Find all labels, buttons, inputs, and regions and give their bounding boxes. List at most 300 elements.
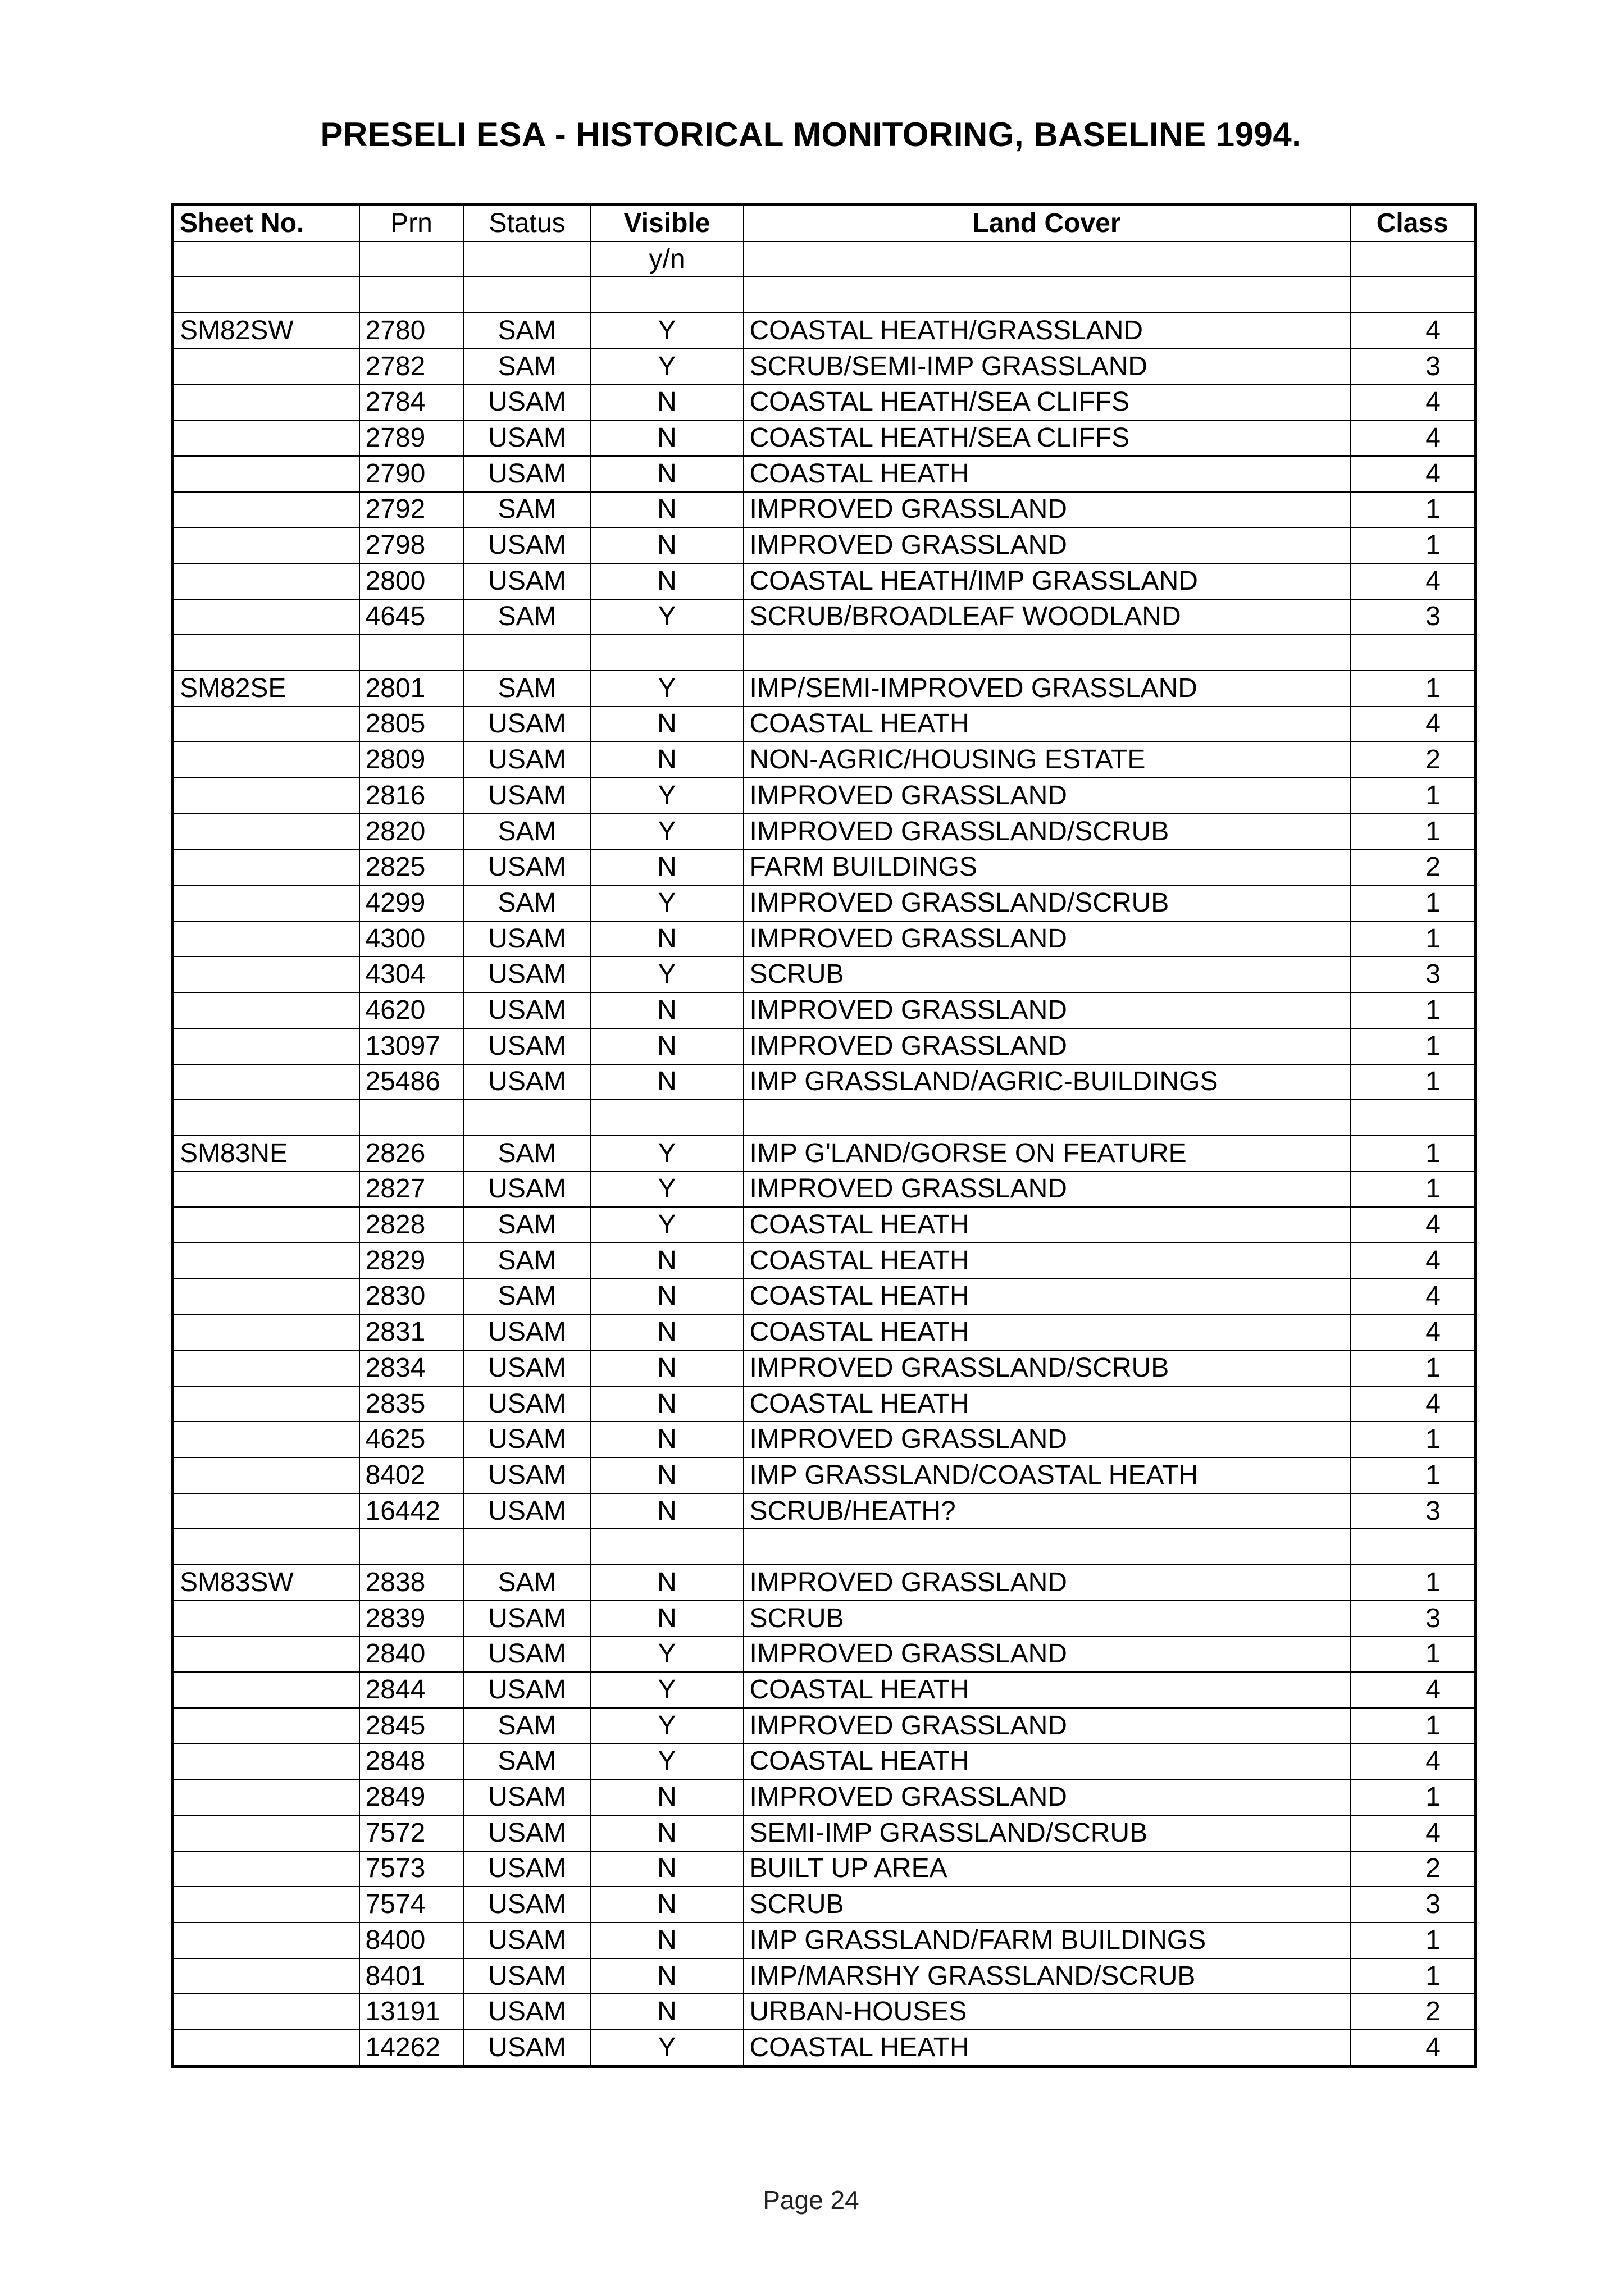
empty-cell [1350,277,1476,313]
land-cover-cell: SCRUB [744,1887,1350,1923]
visible-cell: N [591,992,744,1028]
prn-cell: 2839 [359,1601,464,1637]
empty-cell [173,1529,359,1565]
empty-cell [744,635,1350,671]
table-row [173,1350,1476,1386]
land-cover-cell: COASTAL HEATH [744,1207,1350,1243]
prn-cell: 4620 [359,992,464,1028]
status-cell: USAM [464,1958,591,1994]
sheet-no-cell [173,1457,359,1493]
sheet-no-cell [173,349,359,385]
prn-cell: 2801 [359,671,464,707]
table-body [173,277,1476,2066]
status-cell: SAM [464,313,591,349]
status-cell: USAM [464,1350,591,1386]
empty-cell [173,1100,359,1136]
status-cell: USAM [464,1851,591,1887]
empty-cell [744,277,1350,313]
prn-cell: 2780 [359,313,464,349]
table-row [173,1958,1476,1994]
land-cover-cell: IMPROVED GRASSLAND/SCRUB [744,1350,1350,1386]
sheet-no-cell [173,1386,359,1422]
class-cell: 1 [1350,1779,1476,1815]
visible-cell: N [591,1064,744,1100]
sheet-no-cell [173,1851,359,1887]
land-cover-cell: IMPROVED GRASSLAND [744,1637,1350,1673]
prn-cell: 2784 [359,384,464,420]
table-row [173,707,1476,742]
table-row [173,742,1476,778]
visible-cell: Y [591,956,744,992]
land-cover-cell: IMPROVED GRASSLAND [744,1172,1350,1208]
visible-cell: Y [591,885,744,921]
class-cell: 1 [1350,1958,1476,1994]
spacer-row [173,277,1476,313]
land-cover-cell: SEMI-IMP GRASSLAND/SCRUB [744,1815,1350,1851]
sheet-no-cell [173,1422,359,1457]
empty-cell [591,1100,744,1136]
land-cover-cell: COASTAL HEATH [744,1386,1350,1422]
land-cover-cell: IMP GRASSLAND/FARM BUILDINGS [744,1923,1350,1958]
spacer-row [173,1529,1476,1565]
land-cover-cell: IMPROVED GRASSLAND [744,992,1350,1028]
land-cover-cell: SCRUB/SEMI-IMP GRASSLAND [744,349,1350,385]
class-cell: 1 [1350,1923,1476,1958]
land-cover-cell: COASTAL HEATH [744,1279,1350,1315]
visible-cell: Y [591,1708,744,1744]
sheet-no-cell [173,1314,359,1350]
table-row [173,1923,1476,1958]
sheet-no-cell [173,1207,359,1243]
sheet-no-cell [173,1493,359,1529]
prn-cell: 2826 [359,1136,464,1172]
visible-cell: Y [591,313,744,349]
table-row [173,1064,1476,1100]
sheet-no-cell [173,2030,359,2066]
prn-cell: 8402 [359,1457,464,1493]
table-row [173,2030,1476,2066]
visible-cell: N [591,1565,744,1601]
visible-cell: Y [591,814,744,850]
spacer-row [173,1100,1476,1136]
table-row [173,885,1476,921]
page-title: PRESELI ESA - HISTORICAL MONITORING, BASELINE 1994. [320,116,1302,153]
spacer-row [173,635,1476,671]
visible-cell: N [591,707,744,742]
table-row [173,349,1476,385]
class-cell: 4 [1350,1815,1476,1851]
prn-cell: 2798 [359,527,464,563]
land-cover-cell: COASTAL HEATH [744,456,1350,492]
class-cell: 1 [1350,527,1476,563]
visible-cell: N [591,1958,744,1994]
prn-cell: 2789 [359,420,464,456]
visible-cell: N [591,1422,744,1457]
prn-cell: 4300 [359,921,464,957]
visible-cell: Y [591,1207,744,1243]
visible-cell: N [591,456,744,492]
visible-cell: N [591,1457,744,1493]
status-cell: USAM [464,956,591,992]
visible-cell: Y [591,349,744,385]
land-cover-cell: COASTAL HEATH/GRASSLAND [744,313,1350,349]
table-row [173,1708,1476,1744]
land-cover-cell: IMPROVED GRASSLAND [744,527,1350,563]
prn-cell: 2790 [359,456,464,492]
sheet-no-cell [173,1958,359,1994]
table-row [173,956,1476,992]
table-row [173,1637,1476,1673]
land-cover-cell: IMPROVED GRASSLAND [744,1565,1350,1601]
status-cell: USAM [464,1601,591,1637]
table-row [173,1565,1476,1601]
class-cell: 1 [1350,1708,1476,1744]
land-cover-cell: SCRUB [744,1601,1350,1637]
sheet-no-cell [173,1994,359,2030]
table-row [173,599,1476,635]
table-row [173,384,1476,420]
table-row [173,1386,1476,1422]
land-cover-cell: IMP/MARSHY GRASSLAND/SCRUB [744,1958,1350,1994]
header-class: Class [1350,205,1476,242]
empty-cell [1350,1529,1476,1565]
header-sub-empty [1350,242,1476,277]
visible-cell: N [591,420,744,456]
visible-cell: Y [591,1672,744,1708]
land-cover-cell: IMP/SEMI-IMPROVED GRASSLAND [744,671,1350,707]
class-cell: 1 [1350,778,1476,814]
sheet-no-cell [173,778,359,814]
class-cell: 3 [1350,1887,1476,1923]
empty-cell [1350,1100,1476,1136]
table-row [173,492,1476,528]
header-land-cover: Land Cover [744,205,1350,242]
prn-cell: 8400 [359,1923,464,1958]
status-cell: USAM [464,1386,591,1422]
page-number: Page 24 [763,2185,859,2215]
visible-cell: Y [591,671,744,707]
visible-cell: N [591,1493,744,1529]
empty-cell [359,635,464,671]
visible-cell: N [591,1923,744,1958]
empty-cell [464,1100,591,1136]
sheet-no-cell [173,814,359,850]
class-cell: 1 [1350,814,1476,850]
header-sub-empty [359,242,464,277]
visible-cell: N [591,1028,744,1064]
status-cell: USAM [464,420,591,456]
empty-cell [1350,635,1476,671]
prn-cell: 25486 [359,1064,464,1100]
land-cover-cell: FARM BUILDINGS [744,849,1350,885]
class-cell: 2 [1350,1994,1476,2030]
prn-cell: 2835 [359,1386,464,1422]
table-row [173,814,1476,850]
table-row [173,1887,1476,1923]
status-cell: SAM [464,814,591,850]
visible-cell: N [591,1279,744,1315]
prn-cell: 2782 [359,349,464,385]
class-cell: 4 [1350,1744,1476,1780]
class-cell: 4 [1350,1672,1476,1708]
table-row [173,1279,1476,1315]
prn-cell: 2840 [359,1637,464,1673]
status-cell: USAM [464,921,591,957]
status-cell: USAM [464,1779,591,1815]
empty-cell [464,277,591,313]
class-cell: 3 [1350,599,1476,635]
class-cell: 4 [1350,707,1476,742]
table-row [173,563,1476,599]
prn-cell: 4625 [359,1422,464,1457]
sheet-no-cell [173,849,359,885]
sheet-no-cell: SM82SW [173,313,359,349]
class-cell: 1 [1350,921,1476,957]
land-cover-cell: COASTAL HEATH/IMP GRASSLAND [744,563,1350,599]
sheet-no-cell [173,921,359,957]
visible-cell: N [591,1851,744,1887]
empty-cell [591,635,744,671]
empty-cell [591,277,744,313]
prn-cell: 2849 [359,1779,464,1815]
visible-cell: Y [591,1637,744,1673]
status-cell: USAM [464,456,591,492]
prn-cell: 16442 [359,1493,464,1529]
table-row [173,313,1476,349]
prn-cell: 2809 [359,742,464,778]
class-cell: 1 [1350,1172,1476,1208]
empty-cell [359,1529,464,1565]
empty-cell [173,277,359,313]
status-cell: USAM [464,384,591,420]
sheet-no-cell [173,1172,359,1208]
prn-cell: 2845 [359,1708,464,1744]
table-row [173,778,1476,814]
sheet-no-cell [173,1637,359,1673]
land-cover-cell: IMPROVED GRASSLAND [744,492,1350,528]
class-cell: 4 [1350,420,1476,456]
class-cell: 4 [1350,563,1476,599]
sheet-no-cell [173,992,359,1028]
land-cover-cell: IMPROVED GRASSLAND [744,1708,1350,1744]
class-cell: 4 [1350,2030,1476,2066]
table-row [173,1815,1476,1851]
status-cell: USAM [464,707,591,742]
land-cover-cell: COASTAL HEATH/SEA CLIFFS [744,420,1350,456]
status-cell: SAM [464,885,591,921]
status-cell: SAM [464,1744,591,1780]
land-cover-cell: SCRUB/BROADLEAF WOODLAND [744,599,1350,635]
status-cell: SAM [464,1136,591,1172]
visible-cell: N [591,849,744,885]
status-cell: SAM [464,1565,591,1601]
land-cover-cell: NON-AGRIC/HOUSING ESTATE [744,742,1350,778]
table-row [173,420,1476,456]
prn-cell: 2825 [359,849,464,885]
sheet-no-cell: SM83SW [173,1565,359,1601]
prn-cell: 8401 [359,1958,464,1994]
table-row [173,1172,1476,1208]
table-row [173,992,1476,1028]
class-cell: 1 [1350,992,1476,1028]
header-row [173,205,1476,242]
class-cell: 1 [1350,1136,1476,1172]
class-cell: 1 [1350,1565,1476,1601]
status-cell: USAM [464,1028,591,1064]
sheet-no-cell [173,1279,359,1315]
land-cover-cell: IMPROVED GRASSLAND [744,778,1350,814]
class-cell: 3 [1350,1493,1476,1529]
class-cell: 4 [1350,1314,1476,1350]
class-cell: 1 [1350,1457,1476,1493]
sheet-no-cell [173,742,359,778]
table-row [173,849,1476,885]
land-cover-cell: COASTAL HEATH [744,1243,1350,1279]
table-row [173,1136,1476,1172]
visible-cell: N [591,527,744,563]
class-cell: 3 [1350,1601,1476,1637]
visible-cell: N [591,1815,744,1851]
visible-cell: N [591,1350,744,1386]
status-cell: USAM [464,1815,591,1851]
status-cell: USAM [464,527,591,563]
status-cell: USAM [464,1672,591,1708]
prn-cell: 13097 [359,1028,464,1064]
table-row [173,671,1476,707]
visible-cell: Y [591,1744,744,1780]
class-cell: 1 [1350,1637,1476,1673]
land-cover-cell: URBAN-HOUSES [744,1994,1350,2030]
status-cell: SAM [464,1279,591,1315]
table-row [173,1493,1476,1529]
header-visible: Visible [591,205,744,242]
class-cell: 1 [1350,492,1476,528]
header-sub-empty [173,242,359,277]
table-row [173,1601,1476,1637]
header-sub-empty [464,242,591,277]
status-cell: USAM [464,1064,591,1100]
status-cell: SAM [464,671,591,707]
visible-cell: N [591,742,744,778]
sheet-no-cell [173,527,359,563]
table-row [173,1314,1476,1350]
sheet-no-cell [173,1708,359,1744]
prn-cell: 2827 [359,1172,464,1208]
visible-cell: Y [591,2030,744,2066]
visible-cell: N [591,1779,744,1815]
land-cover-cell: IMPROVED GRASSLAND/SCRUB [744,814,1350,850]
status-cell: SAM [464,1243,591,1279]
prn-cell: 14262 [359,2030,464,2066]
sheet-no-cell [173,420,359,456]
table-row [173,1243,1476,1279]
class-cell: 1 [1350,1422,1476,1457]
prn-cell: 13191 [359,1994,464,2030]
header-status: Status [464,205,591,242]
visible-cell: N [591,1243,744,1279]
sheet-no-cell: SM83NE [173,1136,359,1172]
prn-cell: 2848 [359,1744,464,1780]
sheet-no-cell [173,1779,359,1815]
land-cover-cell: SCRUB/HEATH? [744,1493,1350,1529]
table-row [173,1422,1476,1457]
class-cell: 2 [1350,742,1476,778]
status-cell: SAM [464,1708,591,1744]
sheet-no-cell [173,956,359,992]
class-cell: 1 [1350,671,1476,707]
status-cell: USAM [464,2030,591,2066]
visible-cell: N [591,1314,744,1350]
sheet-no-cell [173,384,359,420]
land-cover-cell: IMPROVED GRASSLAND/SCRUB [744,885,1350,921]
prn-cell: 2838 [359,1565,464,1601]
class-cell: 3 [1350,956,1476,992]
sheet-no-cell [173,492,359,528]
class-cell: 2 [1350,1851,1476,1887]
table-row [173,1028,1476,1064]
status-cell: SAM [464,1207,591,1243]
table-row [173,1744,1476,1780]
class-cell: 1 [1350,885,1476,921]
land-cover-cell: COASTAL HEATH [744,1314,1350,1350]
prn-cell: 4645 [359,599,464,635]
status-cell: USAM [464,778,591,814]
sheet-no-cell [173,885,359,921]
table-row [173,1672,1476,1708]
visible-cell: N [591,921,744,957]
header-sub-empty [744,242,1350,277]
sheet-no-cell [173,1887,359,1923]
status-cell: USAM [464,849,591,885]
prn-cell: 2820 [359,814,464,850]
prn-cell: 7574 [359,1887,464,1923]
status-cell: USAM [464,1422,591,1457]
class-cell: 1 [1350,1350,1476,1386]
table-row [173,921,1476,957]
empty-cell [464,635,591,671]
land-cover-cell: COASTAL HEATH [744,1672,1350,1708]
visible-cell: N [591,492,744,528]
land-cover-cell: IMP GRASSLAND/AGRIC-BUILDINGS [744,1064,1350,1100]
sheet-no-cell [173,1744,359,1780]
status-cell: USAM [464,742,591,778]
land-cover-cell: IMPROVED GRASSLAND [744,1422,1350,1457]
class-cell: 4 [1350,1279,1476,1315]
prn-cell: 2830 [359,1279,464,1315]
class-cell: 4 [1350,1243,1476,1279]
header-prn: Prn [359,205,464,242]
empty-cell [744,1529,1350,1565]
prn-cell: 2816 [359,778,464,814]
empty-cell [464,1529,591,1565]
visible-cell: N [591,1994,744,2030]
empty-cell [591,1529,744,1565]
status-cell: USAM [464,1923,591,1958]
status-cell: USAM [464,1887,591,1923]
prn-cell: 2829 [359,1243,464,1279]
prn-cell: 7573 [359,1851,464,1887]
status-cell: USAM [464,1314,591,1350]
table-row [173,1779,1476,1815]
class-cell: 4 [1350,1386,1476,1422]
visible-cell: Y [591,1136,744,1172]
land-cover-cell: COASTAL HEATH [744,707,1350,742]
land-cover-cell: COASTAL HEATH [744,1744,1350,1780]
prn-cell: 4299 [359,885,464,921]
status-cell: SAM [464,492,591,528]
land-cover-cell: COASTAL HEATH/SEA CLIFFS [744,384,1350,420]
sheet-no-cell [173,1672,359,1708]
